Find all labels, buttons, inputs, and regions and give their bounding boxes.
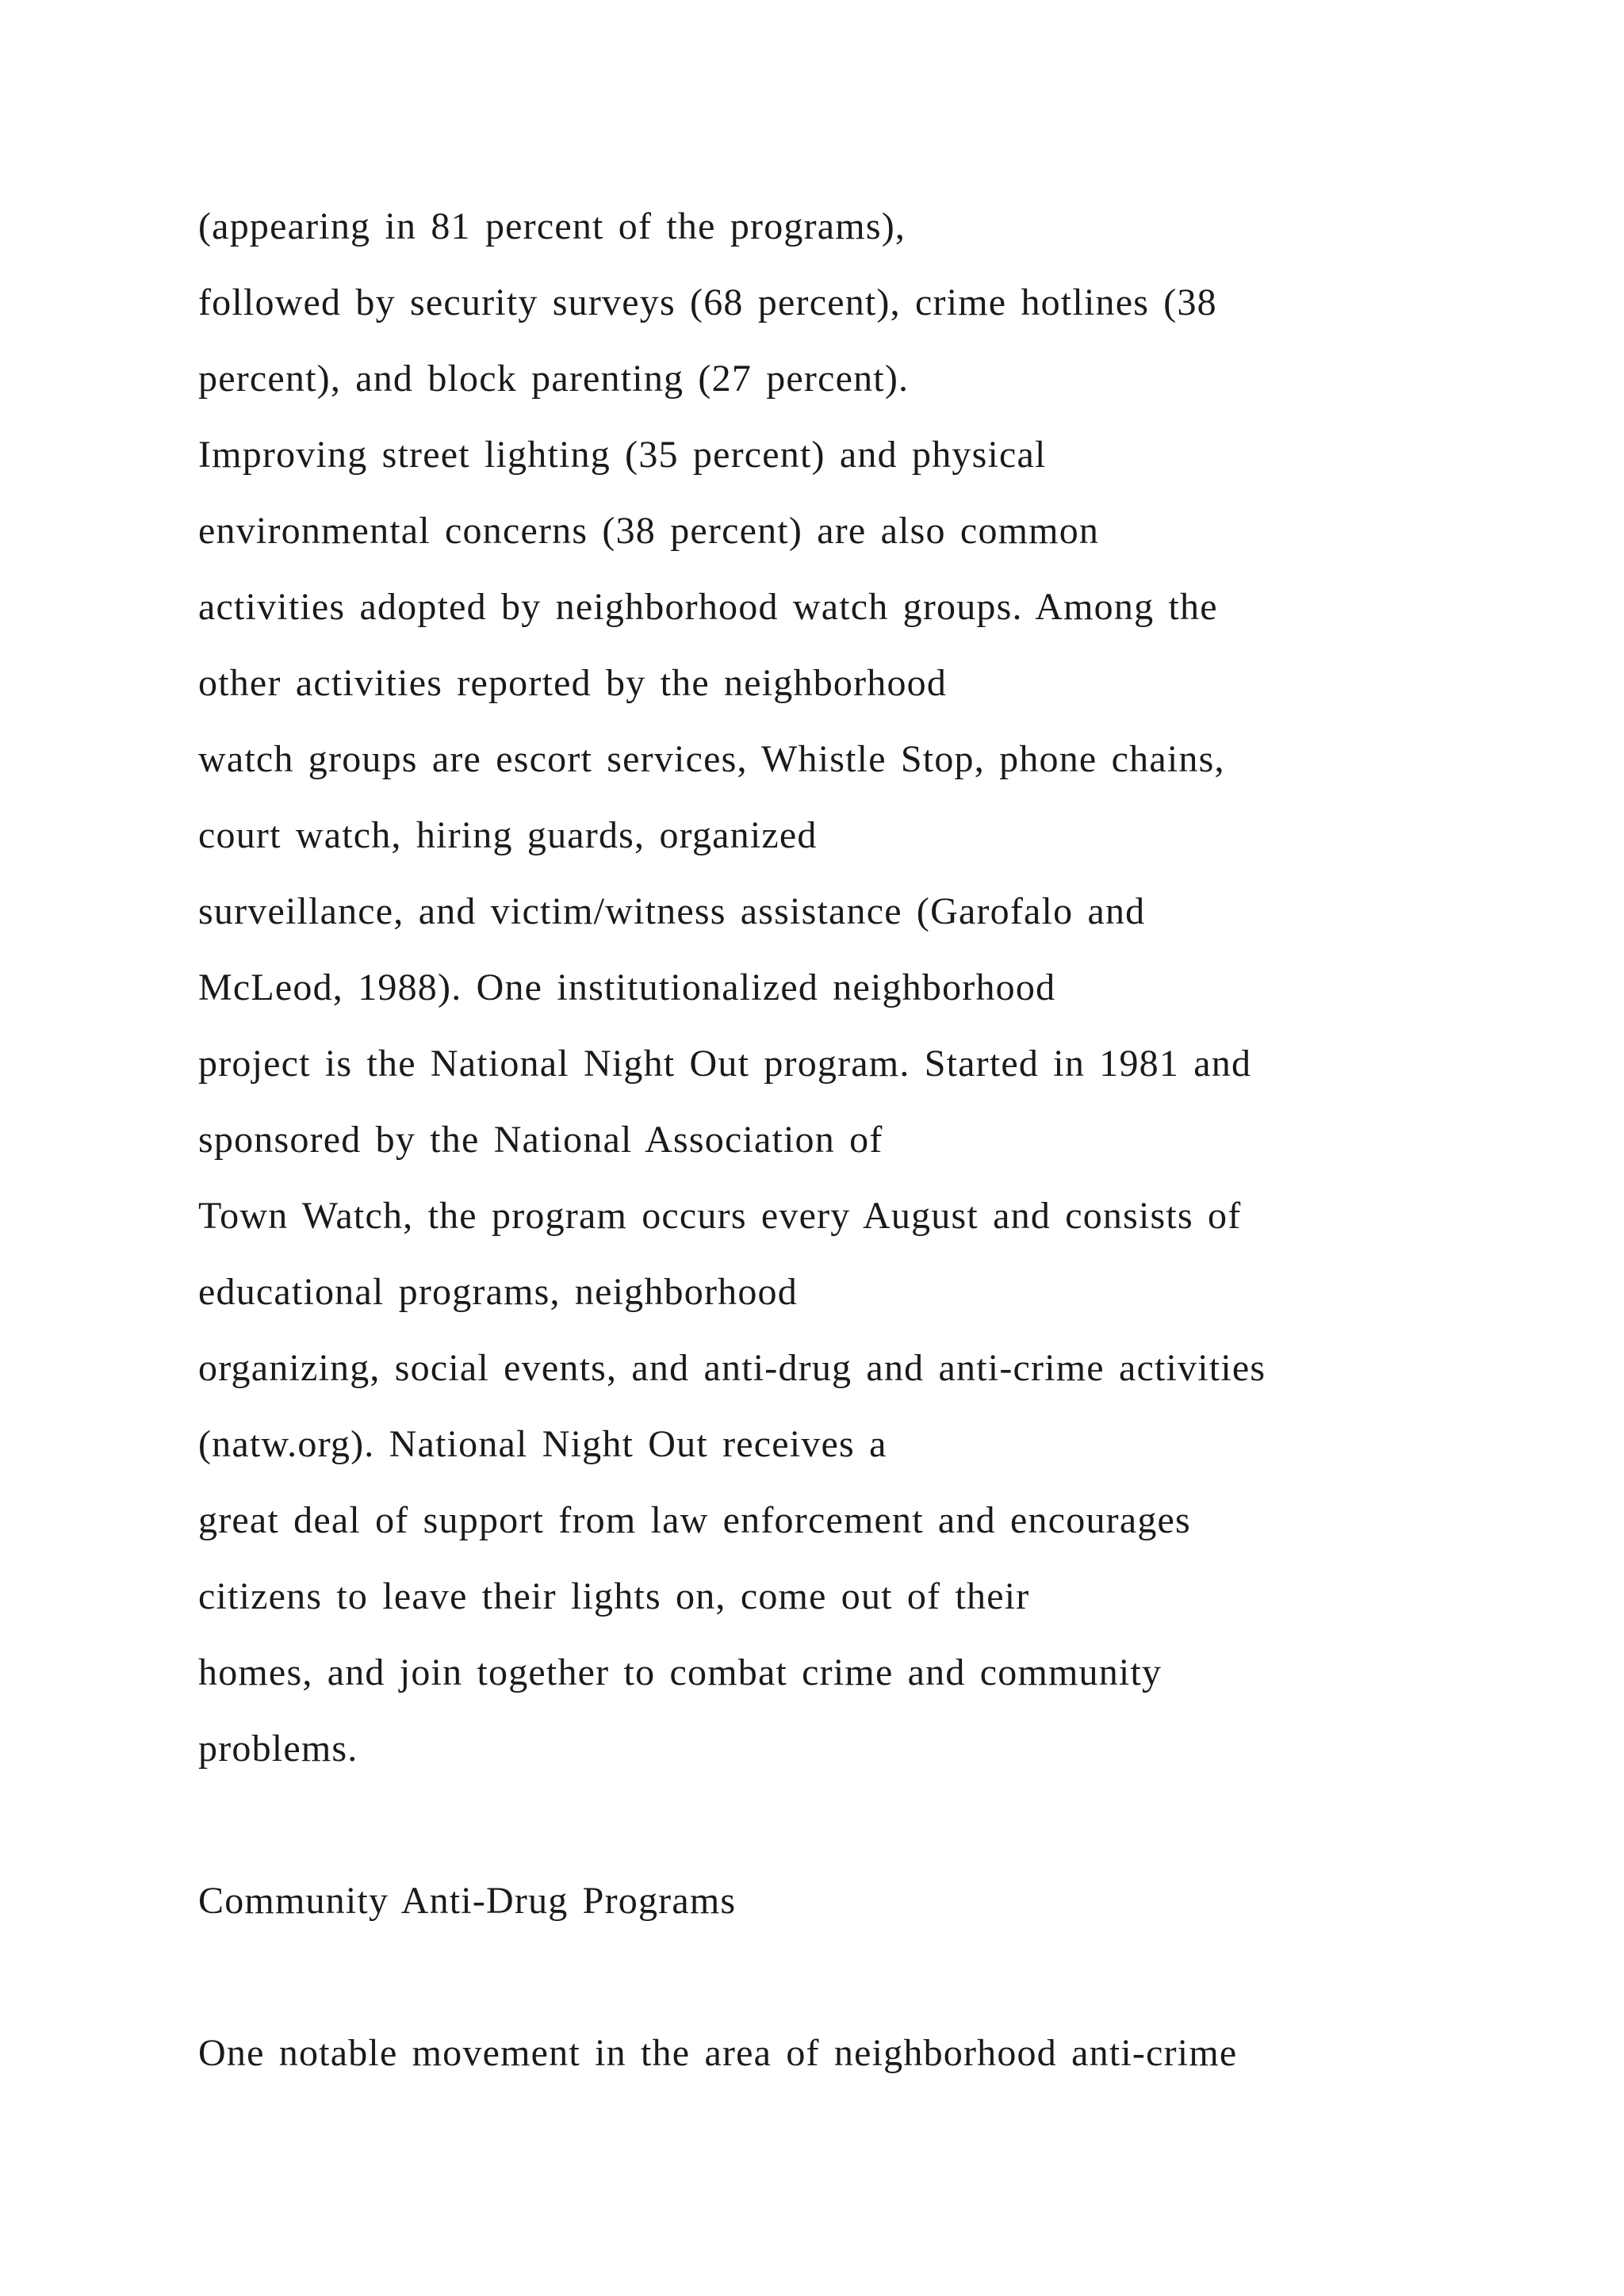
text-line: (appearing in 81 percent of the programs), <box>198 205 906 247</box>
body-paragraph <box>198 189 1546 1787</box>
text-line: watch groups are escort services, Whistle Stop, phone chains, <box>198 738 1225 780</box>
text-line: surveillance, and victim/witness assistance (Garofalo and <box>198 890 1146 932</box>
text-line: other activities reported by the neighborhood <box>198 662 948 704</box>
text-line: followed by security surveys (68 percent), crime hotlines (38 <box>198 281 1217 323</box>
text-line: problems. <box>198 1728 358 1770</box>
section-heading: Community Anti-Drug Programs <box>198 1880 737 1922</box>
text-line: citizens to leave their lights on, come out of their <box>198 1575 1030 1617</box>
document-body <box>198 189 1546 2091</box>
text-line: project is the National Night Out program. Started in 1981 and <box>198 1043 1252 1085</box>
text-line: great deal of support from law enforcement and encourages <box>198 1499 1191 1541</box>
text-line: homes, and join together to combat crime and community <box>198 1651 1162 1693</box>
text-line: court watch, hiring guards, organized <box>198 814 818 856</box>
text-line: activities adopted by neighborhood watch groups. Among the <box>198 586 1218 628</box>
text-line: educational programs, neighborhood <box>198 1271 798 1313</box>
paragraph-spacer <box>198 1939 1546 2015</box>
text-line: sponsored by the National Association of <box>198 1119 883 1161</box>
text-line: Improving street lighting (35 percent) and physical <box>198 434 1047 476</box>
text-line: organizing, social events, and anti-drug and anti-crime activities <box>198 1347 1266 1389</box>
paragraph-spacer <box>198 1787 1546 1863</box>
text-line: McLeod, 1988). One institutionalized neighborhood <box>198 966 1056 1008</box>
text-line: environmental concerns (38 percent) are also common <box>198 510 1100 552</box>
text-line: Town Watch, the program occurs every August and consists of <box>198 1195 1242 1237</box>
text-line: (natw.org). National Night Out receives a <box>198 1423 887 1465</box>
body-paragraph <box>198 2015 1546 2091</box>
text-line: percent), and block parenting (27 percent). <box>198 358 910 400</box>
text-line: One notable movement in the area of neighborhood anti-crime <box>198 2032 1238 2074</box>
